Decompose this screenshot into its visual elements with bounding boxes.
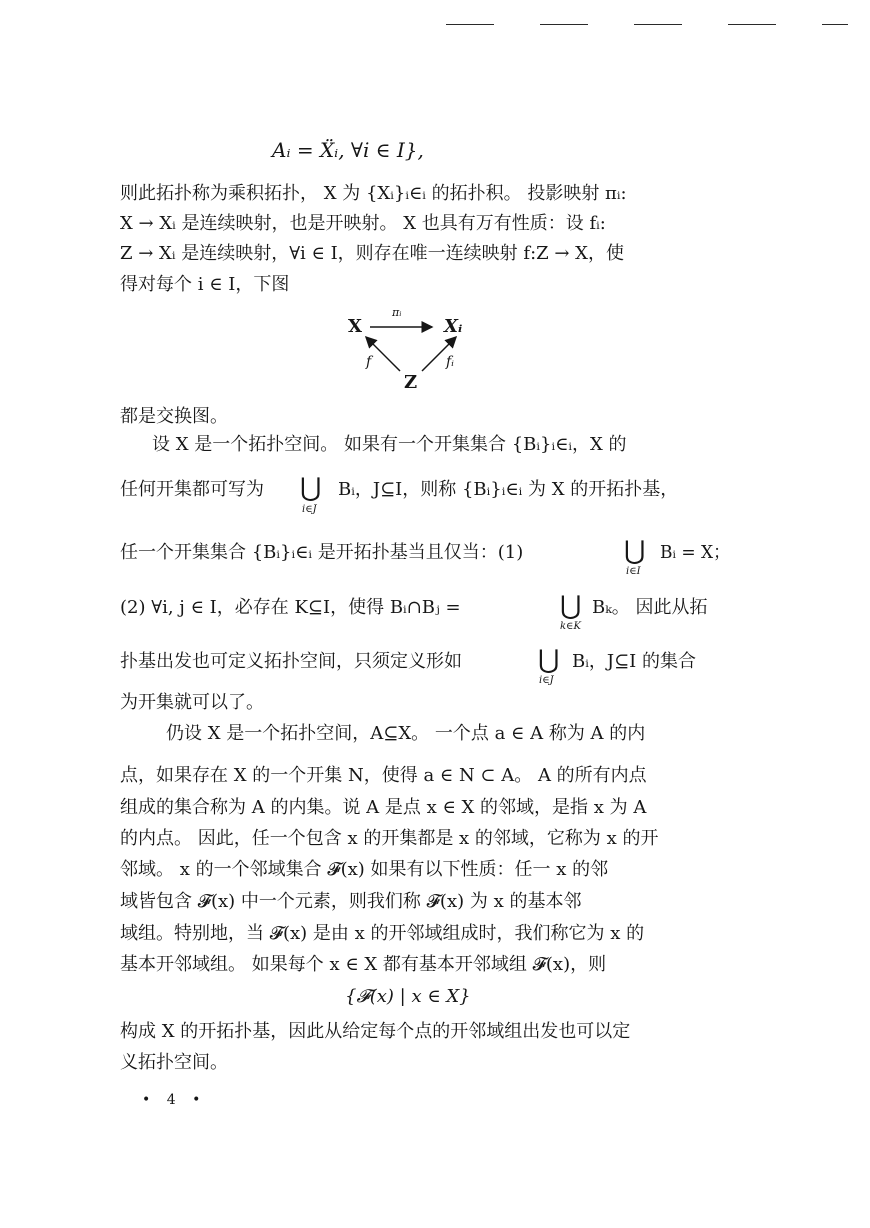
para3-line-2: 点，如果存在 X 的一个开集 N，使得 a ∈ N ⊂ A。 A 的所有内点 — [120, 765, 647, 786]
para1-line-1: 则此拓扑称为乘积拓扑， X 为 {Xᵢ}ᵢ∈ᵢ 的拓扑积。 投影映射 πᵢ: — [120, 183, 627, 204]
union-symbol-1: ⋃ — [300, 473, 322, 503]
commutative-diagram — [340, 306, 490, 398]
diagram-label-fi: fᵢ — [446, 354, 454, 370]
header-rule-1 — [446, 24, 494, 25]
para2-line-4a: (2) ∀i, j ∈ I，必存在 K⊆I，使得 Bᵢ∩Bⱼ = — [120, 597, 461, 618]
union-index-4: i∈J — [539, 675, 554, 686]
para2-line-3b: Bᵢ = X； — [660, 542, 731, 563]
formula-top: Aᵢ = Ẍᵢ, ∀i ∈ I}, — [272, 138, 424, 162]
para3-line-4: 的内点。 因此，任一个包含 x 的开集都是 x 的邻域，它称为 x 的开 — [120, 828, 659, 849]
diagram-label-f: f — [366, 354, 372, 370]
para3-end-line-2: 义拓扑空间。 — [120, 1052, 228, 1073]
para2-line-4b: Bₖ。 因此从拓 — [592, 597, 708, 618]
diagram-node-Xi: Xᵢ — [444, 316, 463, 337]
union-symbol-2: ⋃ — [624, 536, 646, 566]
para2-line-5a: 扑基出发也可定义拓扑空间，只须定义形如 — [120, 651, 462, 672]
para2-line-2b: Bᵢ，J⊆I，则称 {Bᵢ}ᵢ∈ᵢ 为 X 的开拓扑基， — [338, 479, 679, 500]
para2-line-5b: Bᵢ，J⊆I 的集合 — [572, 651, 696, 672]
para3-line-6: 域皆包含 𝓕(x) 中一个元素，则我们称 𝓕(x) 为 x 的基本邻 — [120, 891, 582, 912]
header-rule-4 — [728, 24, 776, 25]
union-symbol-4: ⋃ — [538, 645, 560, 675]
union-symbol-3: ⋃ — [560, 591, 582, 621]
union-index-1: i∈J — [302, 504, 317, 515]
para3-line-7: 域组。特别地，当 𝓕(x) 是由 x 的开邻域组成时，我们称它为 x 的 — [120, 923, 645, 944]
para3-line-8: 基本开邻域组。 如果每个 x ∈ X 都有基本开邻域组 𝓕(x)，则 — [120, 954, 607, 975]
header-rule-2 — [540, 24, 588, 25]
para1-line-3: Z → Xᵢ 是连续映射，∀i ∈ I，则存在唯一连续映射 f:Z → X，使 — [120, 243, 624, 264]
para1-line-2: X → Xᵢ 是连续映射，也是开映射。 X 也具有万有性质：设 fᵢ: — [120, 213, 606, 234]
para1-line-4: 得对每个 i ∈ I，下图 — [120, 274, 290, 295]
para2-line-6: 为开集就可以了。 — [120, 692, 264, 713]
diagram-node-X: X — [348, 316, 362, 337]
para3-line-3: 组成的集合称为 A 的内集。说 A 是点 x ∈ X 的邻域，是指 x 为 A — [120, 797, 647, 818]
union-index-3: k∈K — [560, 621, 581, 632]
page-number: • 4 • — [142, 1092, 207, 1108]
diagram-node-Z: Z — [404, 372, 418, 393]
formula-mid: {𝓕(x) | x ∈ X} — [345, 986, 471, 1007]
para3-end-line-1: 构成 X 的开拓扑基，因此从给定每个点的开邻域组出发也可以定 — [120, 1021, 631, 1042]
para3-line-1: 仍设 X 是一个拓扑空间，A⊆X。 一个点 a ∈ A 称为 A 的内 — [166, 723, 646, 744]
para3-line-5: 邻域。 x 的一个邻域集合 𝓕(x) 如果有以下性质：任一 x 的邻 — [120, 859, 609, 880]
para2-line-3a: 任一个开集集合 {Bᵢ}ᵢ∈ᵢ 是开拓扑基当且仅当：(1) — [120, 542, 524, 563]
union-index-2: i∈I — [626, 566, 641, 577]
para2-line-2a: 任何开集都可写为 — [120, 479, 264, 500]
para2-line-1: 设 X 是一个拓扑空间。 如果有一个开集集合 {Bᵢ}ᵢ∈ᵢ，X 的 — [152, 434, 627, 455]
diagram-label-pi: πᵢ — [392, 306, 402, 319]
header-rule-3 — [634, 24, 682, 25]
header-rule-5 — [822, 24, 848, 25]
after-diagram-text: 都是交换图。 — [120, 406, 228, 427]
